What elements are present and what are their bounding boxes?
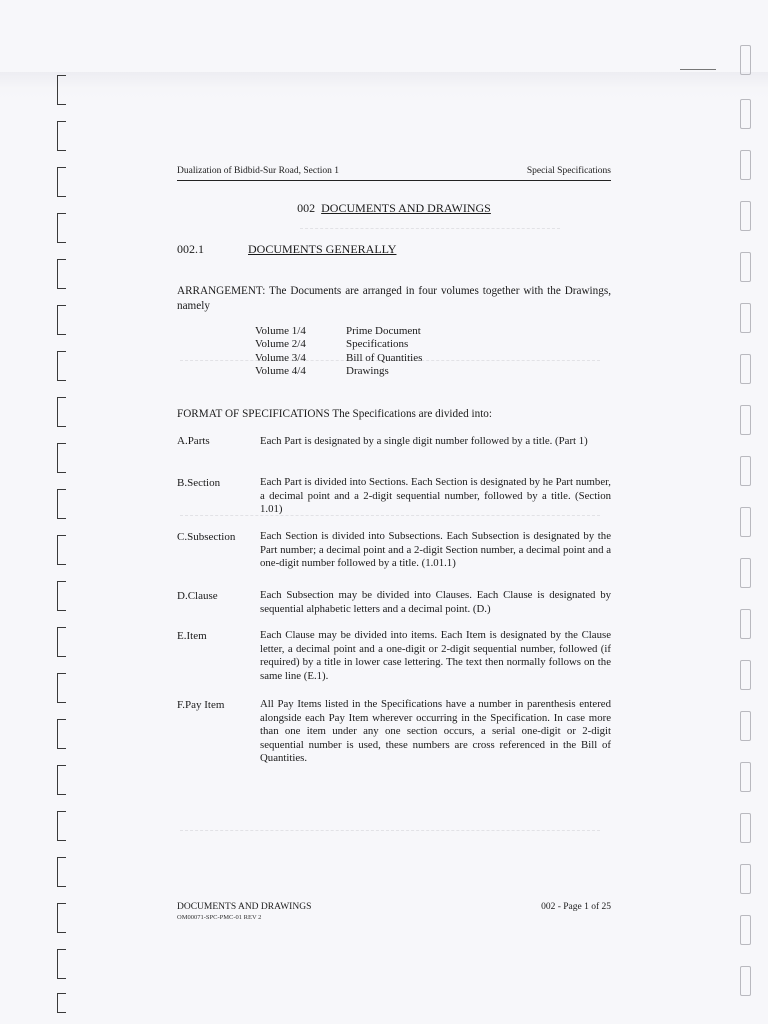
binder-hole — [57, 627, 66, 657]
binder-hole — [57, 765, 66, 795]
header-project: Dualization of Bidbid-Sur Road, Section 1 — [177, 166, 340, 176]
volume-row — [255, 365, 422, 378]
binder-hole — [57, 121, 66, 151]
footer-page-number: 002 - Page 1 of 25 — [541, 902, 611, 912]
volume-list — [255, 325, 422, 379]
chapter-number: 002 — [297, 201, 316, 215]
item-label-section: B.Section — [177, 477, 221, 489]
item-label-subsection: C.Subsection — [177, 531, 236, 543]
binder-hole-right — [740, 915, 751, 945]
item-text-clause: Each Subsection may be divided into Clauses. Each Clause is designated by sequential alphabetic letters and a decimal point. (D.) — [260, 589, 611, 615]
volume-number: Volume 3/4 — [255, 351, 306, 364]
item-label-item: E.Item — [177, 630, 207, 642]
binder-hole-right — [740, 456, 751, 486]
binder-hole — [57, 167, 66, 197]
bleed-through-line — [180, 830, 600, 831]
binder-hole — [57, 305, 66, 335]
volume-number: Volume 1/4 — [255, 325, 306, 337]
binder-hole-right — [740, 558, 751, 588]
binder-hole — [57, 811, 66, 841]
binder-hole — [57, 581, 66, 611]
item-label-parts: A.Parts — [177, 435, 210, 447]
binder-hole — [57, 719, 66, 749]
binder-hole-right — [740, 45, 751, 75]
binder-hole-right — [740, 99, 751, 129]
volume-content: Bill of Quantities — [346, 351, 423, 364]
binder-hole — [57, 397, 66, 427]
binder-hole — [57, 949, 66, 979]
binder-hole — [57, 535, 66, 565]
section-number: 002.1 — [177, 242, 204, 256]
binder-hole — [57, 993, 66, 1013]
binder-hole-right — [740, 303, 751, 333]
volume-content: Specifications — [346, 338, 409, 351]
item-label-clause: D.Clause — [177, 590, 218, 602]
binder-hole-right — [740, 405, 751, 435]
item-text-pay-item: All Pay Items listed in the Specifications have a number in parenthesis entered alongside each Pay Item wherever occurring in the Specification. In case more than one item under any one section occurs, a serial one-digit or 2-digit sequential number is used, these numbers are cross referenced in the Bill of Quantities. — [260, 698, 611, 765]
scan-shadow-band — [0, 72, 768, 100]
binder-hole — [57, 259, 66, 289]
binder-hole — [57, 443, 66, 473]
binder-hole — [57, 489, 66, 519]
section-title: DOCUMENTS GENERALLY — [248, 242, 397, 256]
chapter-title-text: DOCUMENTS AND DRAWINGS — [321, 201, 491, 215]
binder-hole-right — [740, 813, 751, 843]
binder-hole — [57, 857, 66, 887]
format-intro: FORMAT OF SPECIFICATIONS The Specifications are divided into: — [177, 408, 493, 420]
item-text-item: Each Clause may be divided into items. Each Item is designated by the Clause letter, a decimal point and a one-digit or 2-digit sequential number, followed (if required) by a title in lower case lettering. The text then normally follows on the same line (E.1). — [260, 629, 611, 682]
binder-hole — [57, 75, 66, 105]
volume-row — [255, 338, 422, 351]
binder-hole — [57, 903, 66, 933]
volume-row — [255, 325, 422, 338]
bleed-through-line — [300, 228, 560, 229]
binder-hole-right — [740, 609, 751, 639]
binder-hole-right — [740, 711, 751, 741]
binder-hole-right — [740, 507, 751, 537]
volume-number: Volume 2/4 — [255, 338, 306, 351]
binder-hole-right — [740, 864, 751, 894]
binder-hole-right — [740, 252, 751, 282]
item-label-pay-item: F.Pay Item — [177, 699, 225, 711]
volume-row — [255, 352, 422, 365]
binder-hole — [57, 351, 66, 381]
binder-hole — [57, 213, 66, 243]
running-header — [177, 166, 611, 181]
footer-doc-code: OM00071-SPC-PMC-01 REV 2 — [177, 914, 262, 921]
header-document-type: Special Specifications — [526, 166, 611, 176]
item-text-section: Each Part is divided into Sections. Each Section is designated by he Part number, a decimal point and a 2-digit sequential number, followed by a title. (Section 1.01) — [260, 476, 611, 516]
scan-mark — [680, 69, 716, 70]
binder-hole-right — [740, 966, 751, 996]
chapter-title — [177, 201, 611, 216]
binder-hole-right — [740, 354, 751, 384]
volume-number: Volume 4/4 — [255, 365, 306, 378]
item-text-subsection: Each Section is divided into Subsections. Each Subsection is designated by the Part number; a decimal point and a 2-digit Section number, a decimal point and a one-digit number followed by a title. (1.01.1) — [260, 530, 611, 570]
binder-hole-right — [740, 660, 751, 690]
footer-title: DOCUMENTS AND DRAWINGS — [177, 902, 312, 912]
binder-hole — [57, 673, 66, 703]
binder-hole-right — [740, 762, 751, 792]
arrangement-paragraph: ARRANGEMENT: The Documents are arranged in four volumes together with the Drawings, namely — [177, 285, 611, 312]
item-text-parts: Each Part is designated by a single digit number followed by a title. (Part 1) — [260, 435, 588, 447]
volume-content: Drawings — [346, 365, 389, 378]
volume-content: Prime Document — [346, 325, 421, 337]
binder-hole-right — [740, 201, 751, 231]
binder-hole-right — [740, 150, 751, 180]
